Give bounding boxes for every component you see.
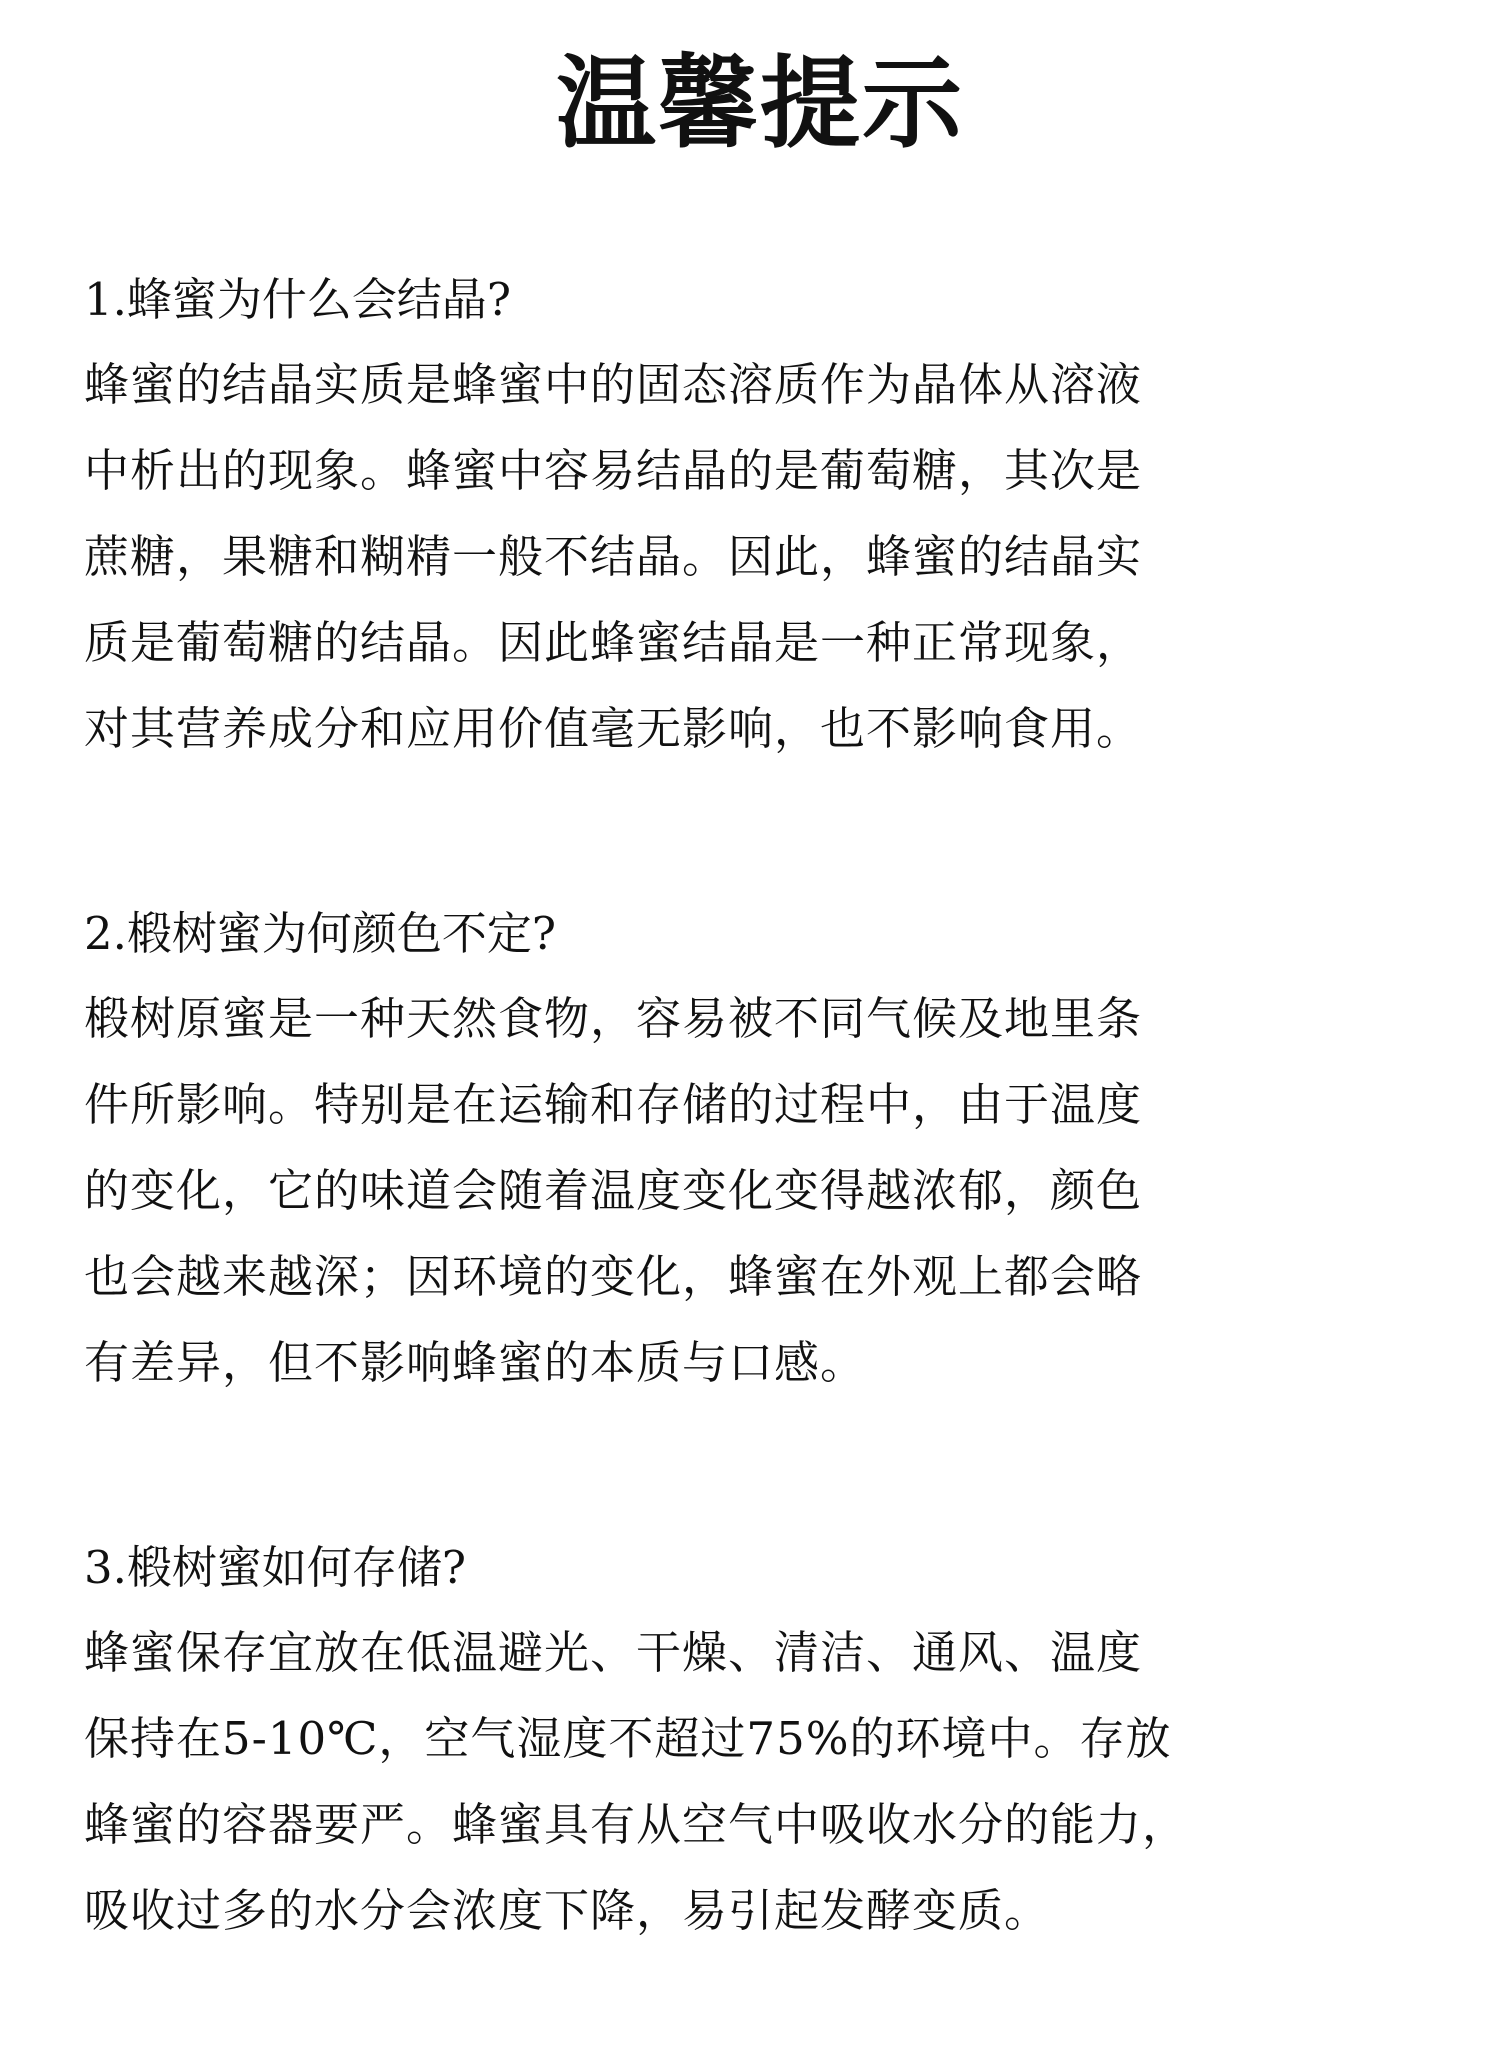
answer-line: 件所影响。特别是在运输和存储的过程中，由于温度 xyxy=(84,1078,1143,1131)
page-title: 温馨提示 xyxy=(556,44,964,162)
answer-line: 椴树原蜜是一种天然食物，容易被不同气候及地里条 xyxy=(84,992,1143,1045)
section-question: 1.蜂蜜为什么会结晶? xyxy=(84,273,512,326)
answer-line: 的变化，它的味道会随着温度变化变得越浓郁，颜色 xyxy=(84,1164,1143,1217)
answer-line: 保持在5-10℃，空气湿度不超过75%的环境中。存放 xyxy=(84,1712,1172,1765)
answer-line: 对其营养成分和应用价值毫无影响，也不影响食用。 xyxy=(84,702,1143,755)
answer-line: 蜂蜜的结晶实质是蜂蜜中的固态溶质作为晶体从溶液 xyxy=(84,358,1143,411)
section-answer xyxy=(84,342,1436,772)
answer-line: 质是葡萄糖的结晶。因此蜂蜜结晶是一种正常现象， xyxy=(84,616,1143,669)
answer-line: 蜂蜜的容器要严。蜂蜜具有从空气中吸收水分的能力， xyxy=(84,1798,1189,1851)
section-question: 2.椴树蜜为何颜色不定? xyxy=(84,907,557,960)
answer-line: 蜂蜜保存宜放在低温避光、干燥、清洁、通风、温度 xyxy=(84,1626,1143,1679)
answer-line: 中析出的现象。蜂蜜中容易结晶的是葡萄糖，其次是 xyxy=(84,444,1143,497)
answer-line: 蔗糖，果糖和糊精一般不结晶。因此，蜂蜜的结晶实 xyxy=(84,530,1143,583)
qa-section-storage xyxy=(84,1526,1436,1954)
qa-section-crystallization xyxy=(84,258,1436,772)
answer-line: 也会越来越深；因环境的变化，蜂蜜在外观上都会略 xyxy=(84,1250,1143,1303)
section-answer xyxy=(84,1610,1436,1954)
answer-line: 有差异，但不影响蜂蜜的本质与口感。 xyxy=(84,1336,867,1389)
answer-line: 吸收过多的水分会浓度下降，易引起发酵变质。 xyxy=(84,1884,1051,1937)
qa-section-color xyxy=(84,892,1436,1406)
section-answer xyxy=(84,976,1436,1406)
section-question: 3.椴树蜜如何存储? xyxy=(84,1541,467,1594)
